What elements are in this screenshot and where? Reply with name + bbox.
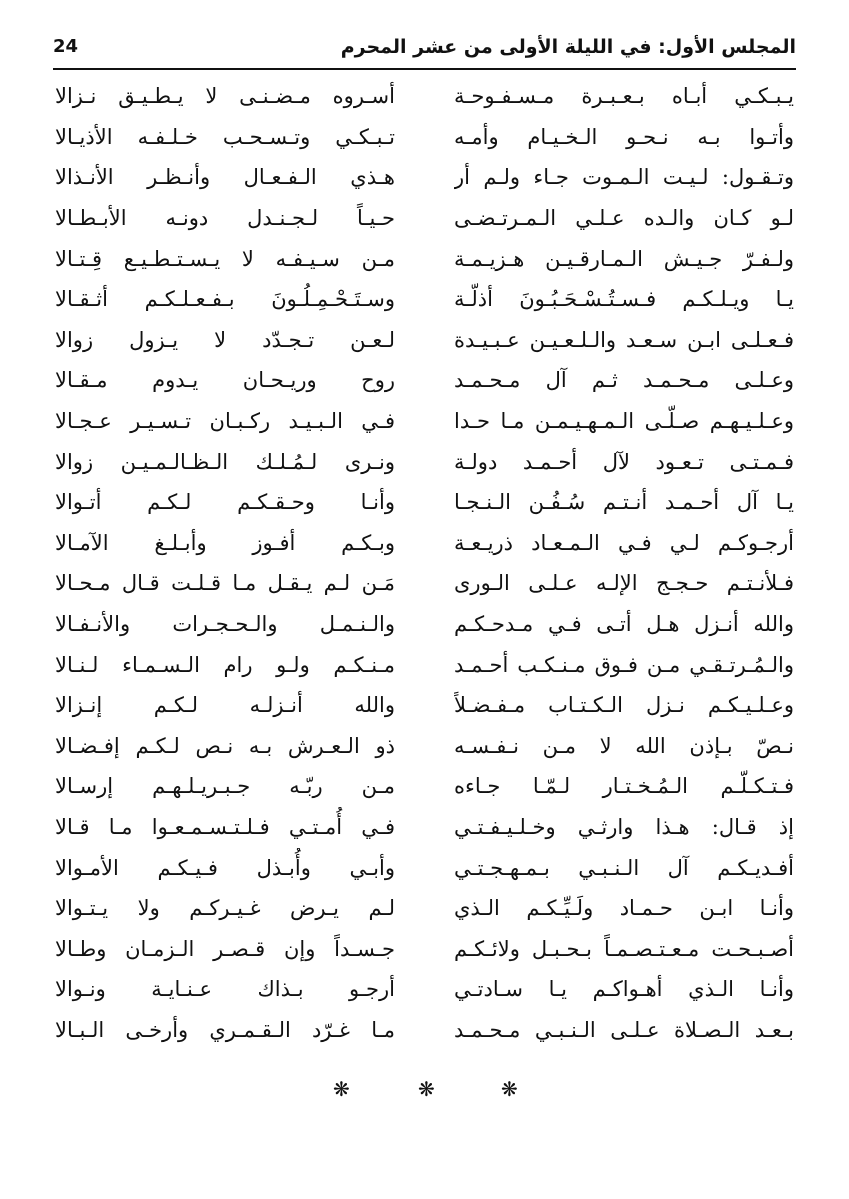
chapter-title: المجلس الأول: في الليلة الأولى من عشر المحرم [340,36,796,58]
verse-first-hemistich: وعـلـيـكـم نـزل الـكـتـاب مـفـضـلاً [454,693,794,718]
verse-second-hemistich: ذو الـعـرش بـه نـص لـكـم إفـضـالا [55,733,395,758]
verse-first-hemistich: يـا آل أحـمـد أنـتـم سُـفُـن الـنـجـا [454,490,794,515]
verse-line [55,523,794,564]
verse-line [55,685,794,726]
asterism-ornament: ❋ [333,1077,350,1101]
page-header [53,30,796,70]
verse-second-hemistich: جـسـداً وإن قـصـر الـزمـان وطـالا [55,936,395,961]
verse-first-hemistich: يـبـكـي أبـاه بـعـبـرة مـسـفـوحـة [454,84,794,109]
verse-second-hemistich: مـا غـرّد الـقـمـري وأرخـى الـبـالا [55,1017,395,1042]
verse-first-hemistich: إذ قـال: هـذا وارثـي وخـلـيـفـتـي [454,814,794,839]
verse-second-hemistich: وأبـي وأُبـذل فـيـكـم الأمـوالا [55,855,395,880]
verse-second-hemistich: مـن ربّـه جـبـريـلـهـم إرسـالا [55,774,395,799]
verse-line [55,238,794,279]
verse-line [55,117,794,158]
verse-second-hemistich: وبـكـم أفـوز وأبـلـغ الآمـالا [55,530,395,555]
verse-second-hemistich: هـذي الـفـعـال وأنـظـر الأنـذالا [55,165,395,190]
end-marks [0,1074,849,1104]
verse-line [55,76,794,117]
page-number: 24 [53,36,79,57]
verse-second-hemistich: وسـتَـحْـمِـلُـونَ بـفـعـلـكـم أثـقـالا [55,287,395,312]
verse-first-hemistich: ولـفـرّ جـيـش الـمـارقـيـن هـزيـمـة [454,246,794,271]
verse-line [55,847,794,888]
verse-line [55,766,794,807]
verse-line [55,969,794,1010]
verse-first-hemistich: لـو كـان والـده عـلـي الـمـرتـضـى [454,206,794,231]
verse-second-hemistich: فـي الـبـيـد ركـبـان تـسـيـر عـجـالا [55,409,395,434]
verse-line [55,563,794,604]
verse-second-hemistich: والـنـمـل والـحـجـرات والأنـفـالا [55,612,395,637]
verse-first-hemistich: نـصّ بـإذن الله لا مـن نـفـسـه [454,733,794,758]
verse-second-hemistich: مـنـكـم ولـو رام الـسـمـاء لـنـالا [55,652,395,677]
verse-first-hemistich: والله أنـزل هـل أتـى فـي مـدحـكـم [454,612,794,637]
asterism-ornament: ❋ [418,1077,435,1101]
verse-second-hemistich: فـي أُمـتـي فـلـتـسـمـعـوا مـا قـالا [55,814,395,839]
verse-second-hemistich: أسـروه مـضـنـى لا يـطـيـق نـزالا [55,84,395,109]
verse-first-hemistich: فـمـتـى تـعـود لآل أحـمـد دولـة [454,449,794,474]
verse-line [55,726,794,767]
verse-first-hemistich: فـلأنـتـم حـجـج الإلـه عـلـى الـورى [454,571,794,596]
verse-first-hemistich: أصـبـحـت مـعـتـصـمـاً بـحـبـل ولائـكـم [454,936,794,961]
verse-second-hemistich: ونـرى لـمُـلـك الـظـالـمـيـن زوالا [55,449,395,474]
verse-first-hemistich: وعـلـى مـحـمـد ثـم آل مـحـمـد [454,368,794,393]
verse-first-hemistich: أرجـوكـم لـي فـي الـمـعـاد ذريـعـة [454,530,794,555]
verse-first-hemistich: وعـلـيـهـم صـلّـى الـمـهـيـمـن مـا حـدا [454,409,794,434]
verse-line [55,482,794,523]
verse-first-hemistich: فـعـلـى ابـن سـعـد والـلـعـيـن عـبـيـدة [454,327,794,352]
verse-first-hemistich: أفـديـكـم آل الـنـبـي بـمـهـجـتـي [454,855,794,880]
verse-line [55,157,794,198]
verse-line [55,279,794,320]
verse-line [55,1010,794,1051]
verse-first-hemistich: وأتـوا بـه نـحـو الـخـيـام وأمـه [454,124,794,149]
verse-first-hemistich: بـعـد الـصـلاة عـلـى الـنـبـي مـحـمـد [454,1017,794,1042]
verse-second-hemistich: مـن سـيـفـه لا يـسـتـطـيـع قِـتـالا [55,246,395,271]
verse-second-hemistich: مَـن لـم يـقـل مـا قـلـت قـال مـحـالا [55,571,395,596]
verse-line [55,401,794,442]
verse-first-hemistich: وتـقـول: لـيـت الـمـوت جـاء ولـم أر [454,165,794,190]
verse-first-hemistich: وأنـا ابـن حـمـاد ولَـيِّـكـم الـذي [454,896,794,921]
verse-first-hemistich: والـمُـرتـقـي مـن فـوق مـنـكـب أحـمـد [454,652,794,677]
verse-second-hemistich: روح وريـحـان يـدوم مـقـالا [55,368,395,393]
verse-second-hemistich: أرجـو بـذاك عـنـايـة ونـوالا [55,977,395,1002]
verse-line [55,198,794,239]
verse-second-hemistich: حـيـاً لـجـنـدل دونـه الأبـطـالا [55,206,395,231]
verse-second-hemistich: والله أنـزلـه لـكـم إنـزالا [55,693,395,718]
verse-first-hemistich: وأنـا الـذي أهـواكـم يـا سـادتـي [454,977,794,1002]
poem-body [55,76,794,1050]
verse-second-hemistich: وأنـا وحـقـكـم لـكـم أتـوالا [55,490,395,515]
verse-line [55,441,794,482]
verse-line [55,888,794,929]
asterism-ornament: ❋ [501,1077,518,1101]
verse-second-hemistich: لـم يـرض غـيـركـم ولا يـتـوالا [55,896,395,921]
verse-second-hemistich: تـبـكـي وتـسـحـب خـلـفـه الأذيـالا [55,124,395,149]
verse-first-hemistich: فـتـكـلّـم الـمُـخـتـار لـمّـا جـاءه [454,774,794,799]
verse-line [55,928,794,969]
verse-line [55,604,794,645]
verse-first-hemistich: يـا ويـلـكـم فـسـتُـسْـحَـبُـونَ أذلّـة [454,287,794,312]
verse-line [55,360,794,401]
verse-line [55,807,794,848]
verse-line [55,644,794,685]
verse-line [55,320,794,361]
verse-second-hemistich: لـعـن تـجـدّد لا يـزول زوالا [55,327,395,352]
